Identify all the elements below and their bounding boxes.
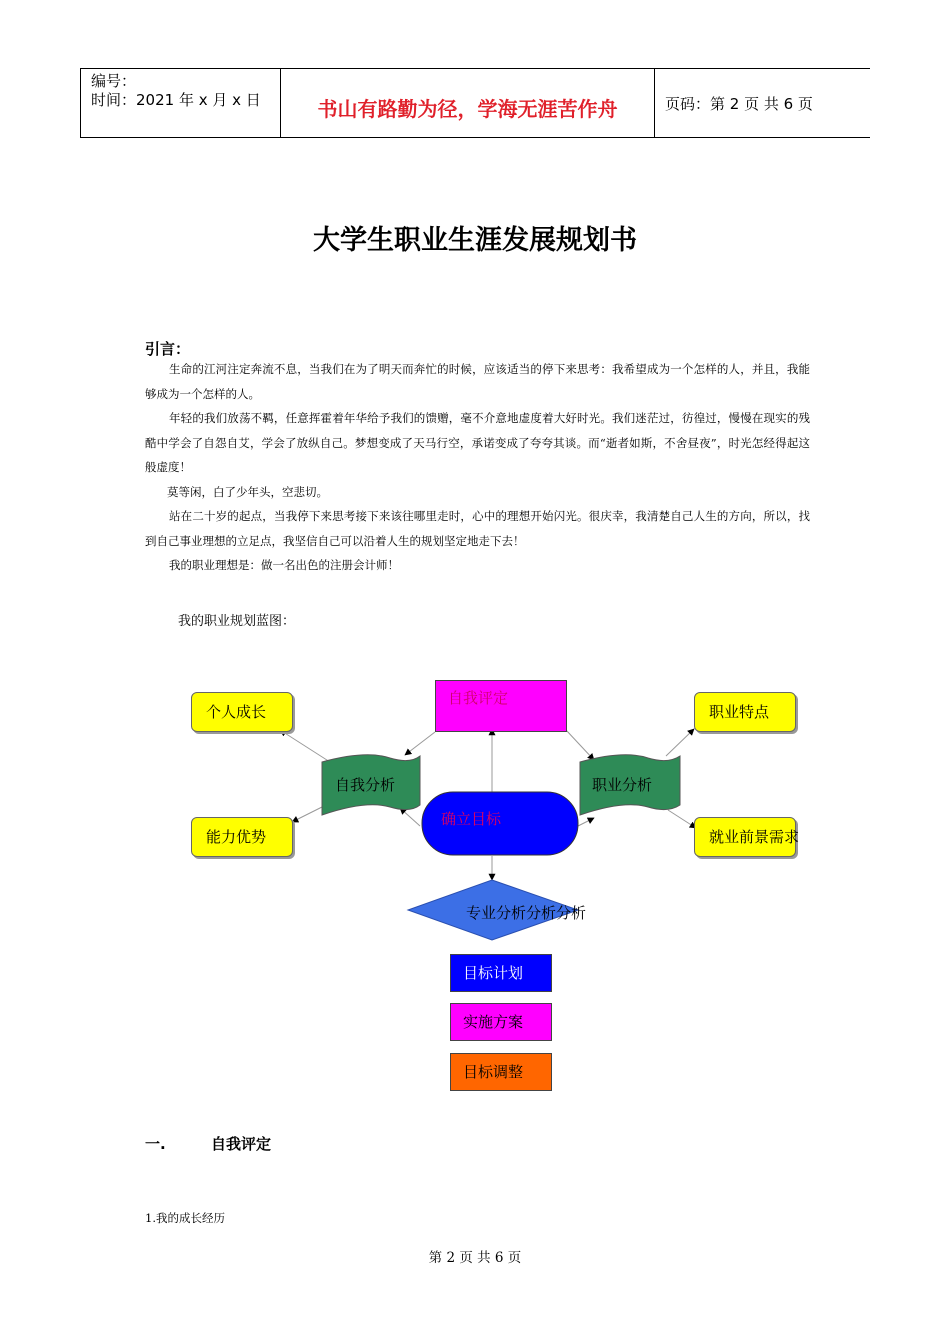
connector-line <box>566 730 594 760</box>
subsection-title: 1.我的成长经历 <box>145 1211 225 1225</box>
goal-adjust-box: 目标调整 <box>450 1053 552 1091</box>
section-title: 自我评定 <box>211 1135 272 1153</box>
page-footer: 第 2 页 共 6 页 <box>428 1250 522 1266</box>
self-eval-box: 自我评定 <box>435 680 567 732</box>
page-label: 页码：第 2 页 共 6 页 <box>665 95 813 113</box>
intro-paragraph: 生命的江河注定奔流不息，当我们在为了明天而奔忙的时候，应该适当的停下来思考：我希望成为一个怎样的人，并且，我能够成为一个怎样的人。 <box>145 362 810 401</box>
intro-paragraph: 站在二十岁的起点，当我停下来思考接下来该往哪里走时，心中的理想开始闪光。很庆幸，我清楚自己人生的方向，所以，找到自己事业理想的立足点，我坚信自己可以沿着人生的规划坚定地走下去！ <box>145 509 810 548</box>
goal-label: 确立目标 <box>441 810 502 828</box>
connector-line <box>668 810 696 828</box>
document-title: 大学生职业生涯发展规划书 <box>313 225 637 256</box>
intro-paragraph: 莫等闲，白了少年头，空悲切。 <box>167 484 328 499</box>
self-analysis-label: 自我分析 <box>335 776 396 794</box>
section-number: 一. <box>145 1135 166 1153</box>
connector-line <box>405 732 435 755</box>
connector-line <box>578 818 594 826</box>
blueprint-label: 我的职业规划蓝图： <box>178 614 296 629</box>
intro-paragraph: 我的职业理想是：做一名出色的注册会计师！ <box>169 558 399 572</box>
implementation-box: 实施方案 <box>450 1003 552 1041</box>
personal-growth-box: 个人成长 <box>191 692 293 732</box>
connector-line <box>280 730 330 762</box>
ability-box: 能力优势 <box>191 817 293 857</box>
date-label: 时间：2021 年 x 月 x 日 <box>91 91 261 109</box>
employment-box: 就业前景需求 <box>694 817 796 857</box>
career-traits-box: 职业特点 <box>694 692 796 732</box>
intro-paragraph: 年轻的我们放荡不羁，任意挥霍着年华给予我们的馈赠，毫不介意地虚度着大好时光。我们迷茫过，彷徨过，慢慢在现实的残酷中学会了自怨自艾，学会了放纵自己。梦想变成了天马行空，承诺变成了夸夸其谈。而“逝者如斯，不舍昼夜”，时光怎经得起这般虚度！ <box>145 411 810 474</box>
connector-line <box>666 729 694 756</box>
connector-line <box>400 808 420 826</box>
intro-heading: 引言： <box>145 340 191 358</box>
motto: 书山有路勤为径，学海无涯苦作舟 <box>317 97 618 121</box>
career-analysis-label: 职业分析 <box>592 776 653 794</box>
number-label: 编号： <box>91 72 137 90</box>
goal-plan-box: 目标计划 <box>450 954 552 992</box>
major-analysis-label: 专业分析分析分析 <box>466 904 587 922</box>
